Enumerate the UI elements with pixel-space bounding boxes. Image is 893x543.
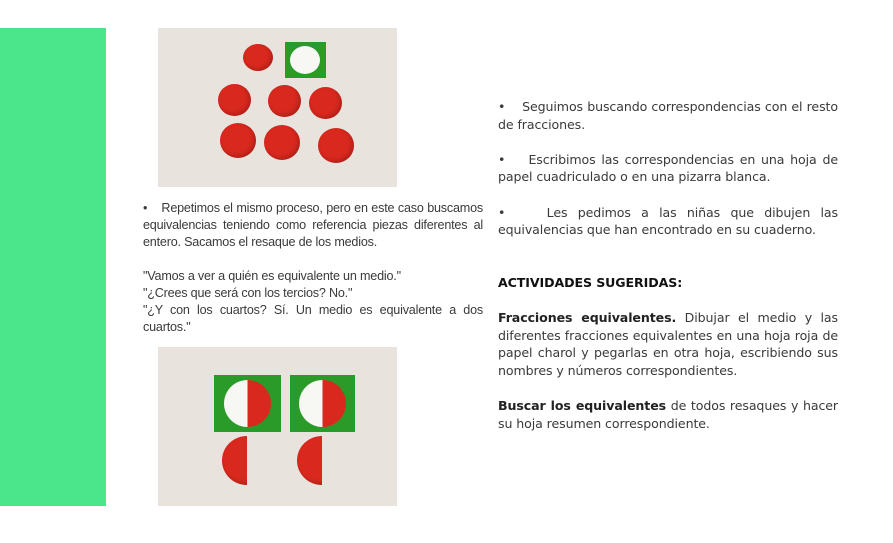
right-column [498, 98, 838, 432]
right-bullet-2: • Escribimos las correspondencias en una hoja de papel cuadriculado o en una pizarra blanca. [498, 151, 838, 185]
right-bullet-1: • Seguimos buscando correspondencias con el resto de fracciones. [498, 99, 838, 132]
quote-2: "¿Crees que será con los tercios? No." [143, 286, 353, 300]
right-bullet-3: • Les pedimos a las niñas que dibujen las equivalencias que han encontrado en su cuaderno. [498, 204, 838, 238]
photo-halves-equivalence [158, 347, 397, 506]
accent-bar [0, 28, 106, 506]
activity-2: Buscar los equivalentes de todos resaques y hacer su hoja resumen correspondiente. [498, 398, 838, 431]
photo-fraction-circles [158, 28, 397, 187]
quote-3: "¿Y con los cuartos? Sí. Un medio es equivalente a dos cuartos." [143, 303, 483, 334]
section-heading: ACTIVIDADES SUGERIDAS: [498, 274, 683, 290]
quote-1: "Vamos a ver a quién es equivalente un medio." [143, 269, 401, 283]
left-column [143, 200, 483, 336]
left-bullet-1: • Repetimos el mismo proceso, pero en este caso buscamos equivalencias teniendo como referencia piezas diferentes al entero. Sacamos el resaque de los medios. [143, 201, 484, 249]
activity-1: Fracciones equivalentes. Dibujar el medio y las diferentes fracciones equivalentes en una hoja roja de papel charol y pegarlas en otra hoja, escribiendo sus nombres y números correspondientes. [498, 310, 839, 378]
